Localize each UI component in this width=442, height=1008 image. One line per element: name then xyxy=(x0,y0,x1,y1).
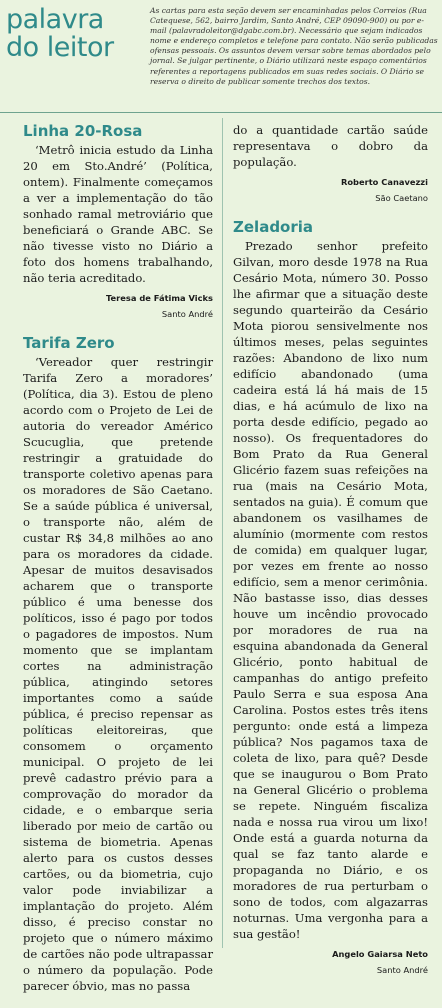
left-column xyxy=(23,122,213,1008)
letter-title: Tarifa Zero xyxy=(23,334,115,352)
letter-author: Angelo Gaiarsa Neto xyxy=(332,949,428,959)
letter-linha-20-rosa xyxy=(23,122,213,320)
letter-body: ‘Metrô inicia estudo da Linha 20 em Sto.André’ (Política, ontem). Finalmente começamos a ver a implementação do tão sonhado ramal metroviário que beneficiará o Grande ABC. Se não tivesse visto no Diário a foto dos homens trabalhando, não teria acreditado. xyxy=(23,143,213,285)
letter-zeladoria xyxy=(233,218,428,976)
letter-title: Linha 20-Rosa xyxy=(23,122,143,140)
section-title-line1: palavra xyxy=(6,4,104,35)
letter-city: Santo André xyxy=(161,309,213,319)
column-divider xyxy=(222,118,223,948)
section-title xyxy=(6,6,134,62)
letter-title: Zeladoria xyxy=(233,218,314,236)
section-title-line2: do leitor xyxy=(6,32,114,63)
header xyxy=(0,0,442,113)
letter-city: São Caetano xyxy=(375,193,428,203)
letter-author: Teresa de Fátima Vicks xyxy=(106,293,213,303)
letter-author: Roberto Canavezzi xyxy=(340,177,428,187)
letter-tarifa-zero-continued xyxy=(233,122,428,204)
letter-tarifa-zero xyxy=(23,334,213,994)
letter-body: ‘Vereador quer restringir Tarifa Zero a moradores’ (Política, dia 3). Estou de pleno acordo com o Projeto de Lei de autoria do vereador Américo Scucuglia, que pretende restringir a gratuidade do transporte coletivo apenas para os moradores de São Caetano. Se a saúde pública é universal, o transporte não, além de custar R$ 34,8 milhões ao ano para os moradores da cidade. Apesar de muitos desavisados acharem que o transporte público é uma benesse dos políticos, isso é pago por todos o pagadores de impostos. Num momento que se implantam cortes na administração pública, atingindo setores importantes como a saúde pública, é preciso repensar as políticas eleitoreiras, que consomem o orçamento municipal. O projeto de lei prevê cadastro prévio para a comprovação do morador da cidade, e o embarque seria liberado por meio de cartão ou sistema de biometria. Apenas alerto para os custos desses cartões, ou da biometria, cujo valor pode inviabilizar a implantação do projeto. Além disso, é preciso constar no projeto que o número máximo de cartões não pode ultrapassar o número da população. Pode parecer óbvio, mas no passa xyxy=(23,355,213,993)
letter-body-continued: do a quantidade cartão saúde representava o dobro da população. xyxy=(233,123,428,169)
submission-notice: As cartas para esta seção devem ser encaminhadas pelos Correios (Rua Catequese, 562, bairro Jardim, Santo André, CEP 09090-900) ou por e-mail (palavradoleitor@dgabc.com.br). Necessário que sejam indicados nome e endereço completos e telefone para contato. Não serão publicadas ofensas pessoais. Os assuntos devem versar sobre temas abordados pelo jornal. Se julgar pertinente, o Diário utilizará neste espaço comentários referentes a reportagens publicados em suas redes sociais. O Diário se reserva o direito de publicar somente trechos dos textos. xyxy=(150,6,438,86)
letter-body: Prezado senhor prefeito Gilvan, moro desde 1978 na Rua Cesário Mota, número 30. Posso lhe afirmar que a situação deste segundo quarteirão da Cesário Mota piorou sensivelmente nos últimos meses, pelas seguintes razões: Abandono de lixo num edifício abandonado (uma cadeira está lá há mais de 15 dias, e há acúmulo de lixo na porta desde edifício, pegado ao nosso). Os frequentadores do Bom Prato da Rua General Glicério fazem suas refeições na rua (mais na Cesário Mota, sentados na guia). É comum que abandonem os vasilhames de alumínio (mormente com restos de comida) em qualquer lugar, por vezes em frente ao nosso edifício, sem a menor cerimônia. Não bastasse isso, dias desses houve um incêndio provocado por moradores de rua na esquina abandonada da General Glicério, ponto habitual de campanhas do antigo prefeito Paulo Serra e sua esposa Ana Carolina. Postos estes três itens pergunto: onde está a limpeza pública? Nos pagamos taxa de coleta de lixo, para quê? Desde que se inaugurou o Bom Prato na General Glicério o problema se repete. Ninguém fiscaliza nada e nossa rua virou um lixo! Onde está a guarda noturna da qual se faz tanto alarde e propaganda no Diário, e os moradores de rua perturbam o sono de todos, com algazarras noturnas. Uma vergonha para a sua gestão! xyxy=(233,239,428,941)
letter-city: Santo André xyxy=(376,965,428,975)
right-column xyxy=(233,122,428,990)
